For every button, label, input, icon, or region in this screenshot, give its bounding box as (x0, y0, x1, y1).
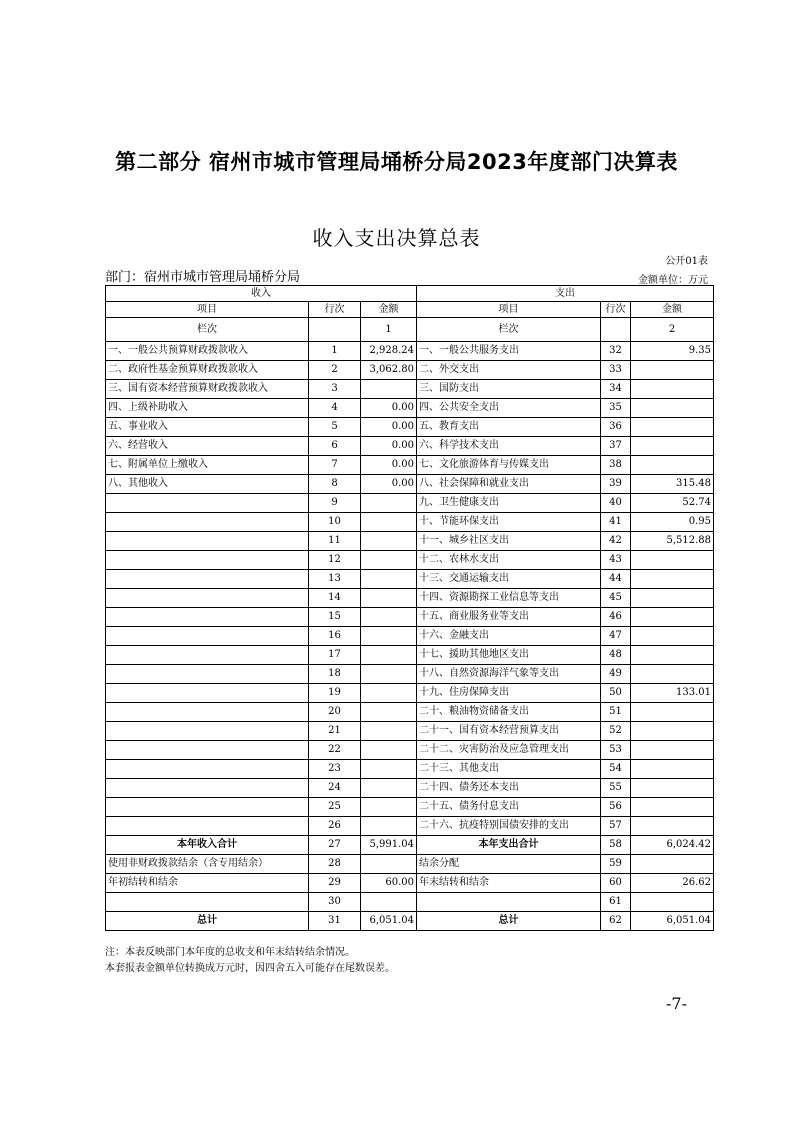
expense-item-cell: 二十四、债务还本支出 (417, 779, 601, 798)
income-amount-cell (361, 570, 417, 589)
income-item-cell (106, 684, 309, 703)
income-amount-cell (361, 551, 417, 570)
expense-amount-cell (631, 855, 714, 874)
income-line-cell: 30 (309, 893, 361, 912)
table-title: 收入支出决算总表 (312, 226, 481, 250)
expense-item-cell: 本年支出合计 (417, 836, 601, 855)
income-line-cell: 19 (309, 684, 361, 703)
income-line-header: 行次 (309, 302, 361, 318)
page-title: 第二部分 宿州市城市管理局埇桥分局2023年度部门决算表 (115, 150, 678, 174)
expense-line-cell: 32 (601, 342, 631, 361)
income-line-cell: 18 (309, 665, 361, 684)
table-row (106, 342, 714, 361)
expense-line-cell: 50 (601, 684, 631, 703)
income-lanci-label: 栏次 (106, 318, 309, 342)
expense-line-header: 行次 (601, 302, 631, 318)
expense-item-cell: 一、一般公共服务支出 (417, 342, 601, 361)
income-item-cell (106, 798, 309, 817)
income-item-cell (106, 494, 309, 513)
expense-amount-cell (631, 418, 714, 437)
expense-item-cell: 二十、粮油物资储备支出 (417, 703, 601, 722)
income-line-cell: 16 (309, 627, 361, 646)
table-row (106, 570, 714, 589)
income-section-header: 收入 (106, 286, 417, 302)
income-item-cell (106, 779, 309, 798)
table-row (106, 893, 714, 912)
expense-line-cell: 44 (601, 570, 631, 589)
expense-amount-cell: 52.74 (631, 494, 714, 513)
income-amount-cell (361, 627, 417, 646)
income-line-cell: 15 (309, 608, 361, 627)
income-line-cell: 12 (309, 551, 361, 570)
notes (105, 945, 395, 977)
note-line: 本套报表金额单位转换成万元时，因四舍五入可能存在尾数误差。 (105, 963, 395, 974)
table-row (106, 608, 714, 627)
income-amount-cell (361, 494, 417, 513)
income-item-cell (106, 646, 309, 665)
table-row (106, 855, 714, 874)
income-item-cell: 五、事业收入 (106, 418, 309, 437)
income-item-cell: 使用非财政拨款结余（含专用结余） (106, 855, 309, 874)
expense-item-cell: 十、节能环保支出 (417, 513, 601, 532)
table-row (106, 380, 714, 399)
expense-item-cell: 九、卫生健康支出 (417, 494, 601, 513)
expense-amount-cell: 6,051.04 (631, 912, 714, 931)
income-line-cell: 9 (309, 494, 361, 513)
expense-line-cell: 61 (601, 893, 631, 912)
income-item-cell: 四、上级补助收入 (106, 399, 309, 418)
income-line-cell: 6 (309, 437, 361, 456)
expense-item-cell: 十八、自然资源海洋气象等支出 (417, 665, 601, 684)
income-line-cell: 24 (309, 779, 361, 798)
income-item-cell: 七、附属单位上缴收入 (106, 456, 309, 475)
table-row (106, 874, 714, 893)
income-item-cell (106, 703, 309, 722)
table-row (106, 494, 714, 513)
expense-line-cell: 57 (601, 817, 631, 836)
table-row (106, 627, 714, 646)
table-row (106, 665, 714, 684)
expense-line-cell: 49 (601, 665, 631, 684)
expense-lanci-empty (601, 318, 631, 342)
expense-amount-cell (631, 380, 714, 399)
income-line-cell: 22 (309, 741, 361, 760)
income-amount-cell: 0.00 (361, 399, 417, 418)
expense-line-cell: 54 (601, 760, 631, 779)
income-amount-cell: 6,051.04 (361, 912, 417, 931)
table-row (106, 513, 714, 532)
income-item-cell: 三、国有资本经营预算财政拨款收入 (106, 380, 309, 399)
income-amount-cell (361, 741, 417, 760)
expense-line-cell: 46 (601, 608, 631, 627)
table-row (106, 760, 714, 779)
income-amount-cell (361, 893, 417, 912)
income-line-cell: 8 (309, 475, 361, 494)
income-amount-cell: 0.00 (361, 456, 417, 475)
expense-line-cell: 56 (601, 798, 631, 817)
expense-line-cell: 58 (601, 836, 631, 855)
income-line-cell: 23 (309, 760, 361, 779)
income-item-cell: 八、其他收入 (106, 475, 309, 494)
form-number: 公开01表 (665, 256, 708, 267)
expense-item-cell: 十五、商业服务业等支出 (417, 608, 601, 627)
table-row (106, 361, 714, 380)
column-number-row (106, 318, 714, 342)
department-label: 部门：宿州市城市管理局埇桥分局 (105, 270, 301, 285)
expense-item-cell: 二十一、国有资本经营预算支出 (417, 722, 601, 741)
expense-item-cell: 结余分配 (417, 855, 601, 874)
expense-amount-cell (631, 570, 714, 589)
income-amount-cell (361, 532, 417, 551)
expense-line-cell: 62 (601, 912, 631, 931)
income-line-cell: 5 (309, 418, 361, 437)
income-amount-cell (361, 855, 417, 874)
income-amount-cell (361, 703, 417, 722)
income-line-cell: 13 (309, 570, 361, 589)
income-line-cell: 14 (309, 589, 361, 608)
income-line-cell: 31 (309, 912, 361, 931)
income-amount-cell: 5,991.04 (361, 836, 417, 855)
income-item-cell: 一、一般公共预算财政拨款收入 (106, 342, 309, 361)
income-item-cell: 六、经营收入 (106, 437, 309, 456)
income-line-cell: 27 (309, 836, 361, 855)
income-line-cell: 17 (309, 646, 361, 665)
expense-item-cell: 七、文化旅游体育与传媒支出 (417, 456, 601, 475)
expense-amount-cell (631, 399, 714, 418)
table-row (106, 551, 714, 570)
expense-line-cell: 60 (601, 874, 631, 893)
income-amount-cell: 0.00 (361, 475, 417, 494)
expense-item-cell: 十四、资源勘探工业信息等支出 (417, 589, 601, 608)
income-line-cell: 26 (309, 817, 361, 836)
expense-amount-cell: 133.01 (631, 684, 714, 703)
expense-item-header: 项目 (417, 302, 601, 318)
income-amount-cell (361, 760, 417, 779)
income-amount-cell (361, 684, 417, 703)
income-line-cell: 25 (309, 798, 361, 817)
expense-line-cell: 41 (601, 513, 631, 532)
income-amount-cell (361, 817, 417, 836)
expense-amount-cell (631, 779, 714, 798)
expense-line-cell: 42 (601, 532, 631, 551)
expense-line-cell: 39 (601, 475, 631, 494)
income-item-cell: 总计 (106, 912, 309, 931)
expense-lanci-label: 栏次 (417, 318, 601, 342)
expense-amount-cell (631, 665, 714, 684)
income-amount-cell: 2,928.24 (361, 342, 417, 361)
income-amount-cell (361, 608, 417, 627)
table-row (106, 684, 714, 703)
table-row (106, 589, 714, 608)
table-row (106, 646, 714, 665)
income-item-cell (106, 608, 309, 627)
table-row (106, 741, 714, 760)
income-line-cell: 21 (309, 722, 361, 741)
expense-line-cell: 34 (601, 380, 631, 399)
expense-amount-cell (631, 627, 714, 646)
expense-amount-cell (631, 361, 714, 380)
expense-line-cell: 51 (601, 703, 631, 722)
income-amount-cell: 60.00 (361, 874, 417, 893)
income-amount-cell (361, 513, 417, 532)
expense-line-cell: 38 (601, 456, 631, 475)
income-item-cell (106, 893, 309, 912)
income-item-cell (106, 570, 309, 589)
expense-amount-cell (631, 703, 714, 722)
expense-line-cell: 47 (601, 627, 631, 646)
expense-line-cell: 33 (601, 361, 631, 380)
note-line: 注：本表反映部门本年度的总收支和年末结转结余情况。 (105, 947, 355, 958)
table-row (106, 703, 714, 722)
page-number: -7- (666, 994, 687, 1013)
income-column-number: 1 (361, 318, 417, 342)
income-line-cell: 7 (309, 456, 361, 475)
table-row (106, 798, 714, 817)
column-header-row (106, 302, 714, 318)
income-amount-cell (361, 646, 417, 665)
expense-item-cell: 八、社会保障和就业支出 (417, 475, 601, 494)
table-row (106, 532, 714, 551)
expense-amount-cell: 26.62 (631, 874, 714, 893)
expense-amount-cell (631, 589, 714, 608)
income-line-cell: 20 (309, 703, 361, 722)
income-amount-header: 金额 (361, 302, 417, 318)
table-row (106, 475, 714, 494)
expense-section-header: 支出 (417, 286, 714, 302)
expense-item-cell: 总计 (417, 912, 601, 931)
expense-item-cell: 三、国防支出 (417, 380, 601, 399)
expense-line-cell: 37 (601, 437, 631, 456)
expense-item-cell: 二、外交支出 (417, 361, 601, 380)
income-line-cell: 1 (309, 342, 361, 361)
expense-item-cell (417, 893, 601, 912)
income-line-cell: 11 (309, 532, 361, 551)
expense-amount-cell (631, 741, 714, 760)
expense-line-cell: 59 (601, 855, 631, 874)
expense-amount-cell: 6,024.42 (631, 836, 714, 855)
expense-item-cell: 十一、城乡社区支出 (417, 532, 601, 551)
income-item-header: 项目 (106, 302, 309, 318)
income-amount-cell (361, 798, 417, 817)
expense-item-cell: 十六、金融支出 (417, 627, 601, 646)
expense-line-cell: 36 (601, 418, 631, 437)
income-item-cell (106, 627, 309, 646)
unit-label: 金额单位：万元 (638, 275, 708, 286)
expense-item-cell: 二十二、灾害防治及应急管理支出 (417, 741, 601, 760)
income-line-cell: 2 (309, 361, 361, 380)
expense-line-cell: 52 (601, 722, 631, 741)
income-line-cell: 28 (309, 855, 361, 874)
income-item-cell (106, 589, 309, 608)
expense-item-cell: 十七、援助其他地区支出 (417, 646, 601, 665)
table-row (106, 437, 714, 456)
expense-item-cell: 十二、农林水支出 (417, 551, 601, 570)
income-line-cell: 4 (309, 399, 361, 418)
income-item-cell (106, 760, 309, 779)
income-item-cell: 二、政府性基金预算财政拨款收入 (106, 361, 309, 380)
expense-column-number: 2 (631, 318, 714, 342)
income-item-cell (106, 817, 309, 836)
expense-amount-cell (631, 646, 714, 665)
expense-item-cell: 六、科学技术支出 (417, 437, 601, 456)
expense-line-cell: 45 (601, 589, 631, 608)
income-line-cell: 3 (309, 380, 361, 399)
expense-amount-cell (631, 722, 714, 741)
income-amount-cell (361, 779, 417, 798)
expense-line-cell: 55 (601, 779, 631, 798)
income-item-cell (106, 722, 309, 741)
expense-amount-cell: 5,512.88 (631, 532, 714, 551)
income-item-cell: 本年收入合计 (106, 836, 309, 855)
expense-item-cell: 五、教育支出 (417, 418, 601, 437)
expense-item-cell: 二十三、其他支出 (417, 760, 601, 779)
expense-line-cell: 35 (601, 399, 631, 418)
table-row (106, 817, 714, 836)
table-row (106, 456, 714, 475)
income-expense-table (105, 285, 714, 931)
income-amount-cell (361, 589, 417, 608)
income-item-cell (106, 532, 309, 551)
expense-item-cell: 二十六、抗疫特别国债安排的支出 (417, 817, 601, 836)
table-row (106, 399, 714, 418)
income-amount-cell: 3,062.80 (361, 361, 417, 380)
income-amount-cell (361, 380, 417, 399)
table-row (106, 836, 714, 855)
section-header-row (106, 286, 714, 302)
income-amount-cell: 0.00 (361, 437, 417, 456)
income-amount-cell: 0.00 (361, 418, 417, 437)
expense-amount-cell (631, 437, 714, 456)
expense-item-cell: 四、公共安全支出 (417, 399, 601, 418)
expense-line-cell: 43 (601, 551, 631, 570)
expense-amount-header: 金额 (631, 302, 714, 318)
expense-amount-cell (631, 798, 714, 817)
expense-item-cell: 十三、交通运输支出 (417, 570, 601, 589)
expense-line-cell: 48 (601, 646, 631, 665)
expense-amount-cell: 0.95 (631, 513, 714, 532)
income-item-cell: 年初结转和结余 (106, 874, 309, 893)
expense-line-cell: 40 (601, 494, 631, 513)
expense-amount-cell: 9.35 (631, 342, 714, 361)
expense-amount-cell (631, 817, 714, 836)
income-line-cell: 29 (309, 874, 361, 893)
income-amount-cell (361, 665, 417, 684)
income-item-cell (106, 551, 309, 570)
expense-line-cell: 53 (601, 741, 631, 760)
table-row (106, 418, 714, 437)
expense-item-cell: 二十五、债务付息支出 (417, 798, 601, 817)
expense-item-cell: 十九、住房保障支出 (417, 684, 601, 703)
income-lanci-empty (309, 318, 361, 342)
table-row (106, 912, 714, 931)
expense-amount-cell (631, 551, 714, 570)
income-item-cell (106, 665, 309, 684)
expense-item-cell: 年末结转和结余 (417, 874, 601, 893)
table-row (106, 779, 714, 798)
income-item-cell (106, 741, 309, 760)
expense-amount-cell (631, 456, 714, 475)
income-item-cell (106, 513, 309, 532)
expense-amount-cell (631, 893, 714, 912)
expense-amount-cell (631, 760, 714, 779)
table-row (106, 722, 714, 741)
income-amount-cell (361, 722, 417, 741)
income-line-cell: 10 (309, 513, 361, 532)
expense-amount-cell: 315.48 (631, 475, 714, 494)
expense-amount-cell (631, 608, 714, 627)
